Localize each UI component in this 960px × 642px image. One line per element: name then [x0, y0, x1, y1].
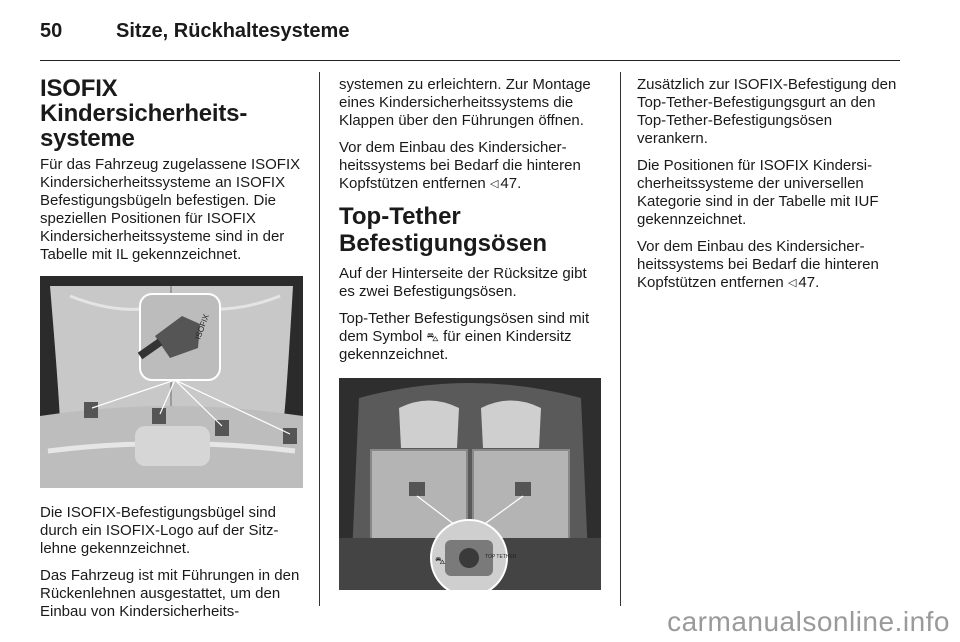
column-divider — [319, 72, 320, 606]
paragraph — [339, 139, 603, 193]
page-ref: 47. — [798, 274, 820, 291]
page-header — [40, 14, 900, 60]
column-3 — [637, 76, 900, 301]
paragraph-text: Vor dem Einbau des Kindersicherheitssystems bei Bedarf die hinteren Kopfstützen entfernen — [637, 238, 879, 291]
paragraph: Auf der Hinterseite der Rücksitze gibt es zwei Befestigungsösen. — [339, 265, 587, 300]
top-tether-figure — [339, 378, 601, 590]
running-title: Sitze, Rückhaltesysteme — [116, 20, 350, 42]
watermark: carmanualsonline.info — [667, 606, 950, 637]
paragraph-text: Vor dem Einbau des Kindersicherheitssystems bei Bedarf die hinteren Kopfstützen entfernen — [339, 139, 581, 192]
child-seat-symbol-icon: ⛍ — [435, 556, 446, 567]
paragraph: Die ISOFIX-Befestigungsbügel sind durch ein ISOFIX-Logo auf der Sitzlehne gekennzeichnet. — [40, 504, 279, 557]
top-tether-label: TOP TETHER — [485, 554, 517, 560]
isofix-logo-label: ISOFIX — [193, 312, 211, 341]
column-2 — [339, 76, 603, 606]
paragraph: systemen zu erleichtern. Zur Montage eines Kindersicherheitssystems die Klappen über den Führungen öffnen. — [339, 76, 591, 129]
paragraph: Zusätzlich zur ISOFIX-Befestigung den Top-Tether-Befestigungsgurt an den Top-Tether-Befestigungsösen verankern. — [637, 76, 897, 147]
column-divider — [620, 72, 621, 606]
paragraph — [637, 238, 900, 292]
page-number: 50 — [40, 20, 63, 42]
page-ref-icon: ◁ — [489, 178, 499, 190]
paragraph: Für das Fahrzeug zugelassene ISOFIX Kindersicherheitssysteme an ISOFIX Befestigungsbügeln befestigen. Die speziellen Positionen für ISOFIX Kindersicherheitssysteme sind in der Tabelle mit IL gekennzeichnet. — [40, 156, 301, 263]
page-ref: 47. — [500, 175, 522, 192]
isofix-seat-figure — [40, 276, 303, 488]
child-seat-symbol-icon: ⛍ — [426, 330, 439, 344]
page-ref-icon: ◁ — [787, 277, 797, 289]
section-heading-isofix: ISOFIX Kindersicherheitssysteme — [40, 75, 248, 152]
section-heading-top-tether: Top-Tether Befestigungsösen — [339, 203, 548, 257]
column-1 — [40, 76, 303, 630]
header-rule — [40, 60, 900, 61]
paragraph: Das Fahrzeug ist mit Führungen in den Rückenlehnen ausgestattet, um den Einbau von Kindersicherheits- — [40, 567, 300, 620]
paragraph: Top-Tether Befestigungsösen sind mit dem Symbol ⛍ für einen Kindersitz gekennzeichnet. — [339, 310, 590, 363]
paragraph: Die Positionen für ISOFIX Kindersicherheitssysteme der universellen Kategorie sind in der Tabelle mit IUF gekennzeichnet. — [637, 157, 879, 228]
